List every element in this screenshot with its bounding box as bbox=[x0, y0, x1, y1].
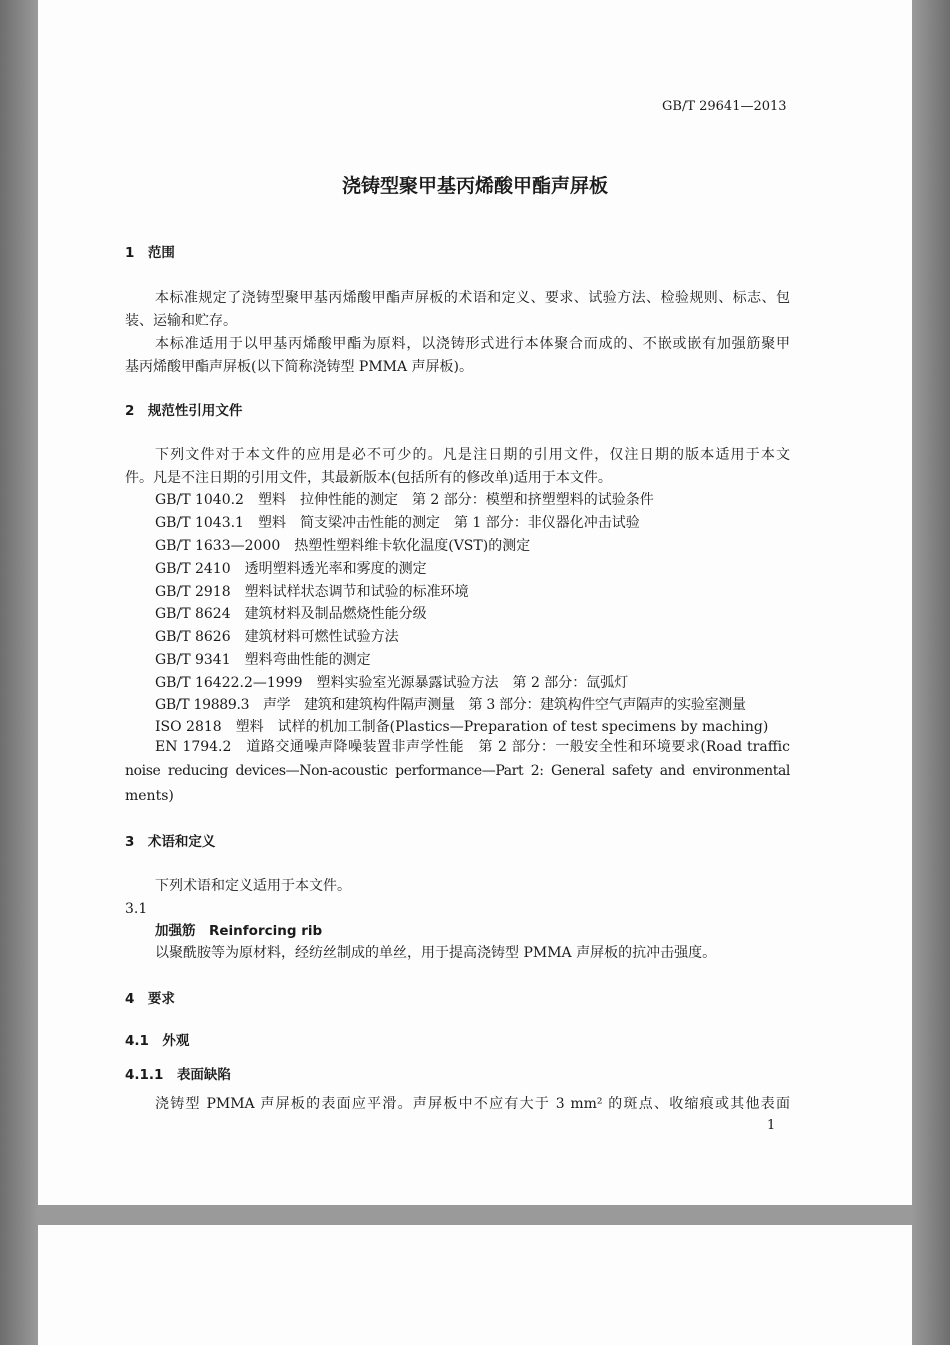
section-2-heading: 2 规范性引用文件 bbox=[125, 403, 243, 419]
standard-number: GB/T 29641—2013 bbox=[662, 99, 787, 114]
document-page bbox=[38, 0, 912, 1205]
page-number: 1 bbox=[767, 1118, 776, 1133]
reference-item: ments) bbox=[125, 788, 174, 804]
reference-item: GB/T 1043.1 塑料 简支梁冲击性能的测定 第 1 部分：非仪器化冲击试验 bbox=[155, 515, 640, 531]
reference-item: GB/T 1633—2000 热塑性塑料维卡软化温度(VST)的测定 bbox=[155, 538, 531, 554]
paragraph-line: 基丙烯酸甲酯声屏板(以下简称浇铸型 PMMA 声屏板)。 bbox=[125, 359, 474, 375]
paragraph-line: 装、运输和贮存。 bbox=[125, 313, 237, 329]
section-3-heading: 3 术语和定义 bbox=[125, 834, 216, 850]
term-number: 3.1 bbox=[125, 901, 148, 917]
term-heading: 加强筋 Reinforcing rib bbox=[155, 923, 323, 939]
paragraph-line: 本标准适用于以甲基丙烯酸甲酯为原料，以浇铸形式进行本体聚合而成的、不嵌或嵌有加强筋聚甲 bbox=[155, 336, 790, 352]
reference-item: GB/T 2410 透明塑料透光率和雾度的测定 bbox=[155, 561, 427, 577]
reference-item: GB/T 8624 建筑材料及制品燃烧性能分级 bbox=[155, 606, 427, 622]
reference-item: noise reducing devices—Non-acoustic performance—Part 2: General safety and environmental bbox=[125, 763, 790, 779]
section-1-heading: 1 范围 bbox=[125, 245, 175, 261]
reference-item: ISO 2818 塑料 试样的机加工制备(Plastics—Preparation of test specimens by maching) bbox=[155, 719, 769, 735]
paragraph-line: 本标准规定了浇铸型聚甲基丙烯酸甲酯声屏板的术语和定义、要求、试验方法、检验规则、标志、包 bbox=[155, 290, 790, 306]
reference-item: GB/T 19889.3 声学 建筑和建筑构件隔声测量 第 3 部分：建筑构件空气声隔声的实验室测量 bbox=[155, 697, 746, 713]
reference-item: GB/T 1040.2 塑料 拉伸性能的测定 第 2 部分：模塑和挤塑塑料的试验条件 bbox=[155, 492, 654, 508]
reference-item: GB/T 9341 塑料弯曲性能的测定 bbox=[155, 652, 371, 668]
page-title: 浇铸型聚甲基丙烯酸甲酯声屏板 bbox=[341, 175, 608, 197]
term-definition: 以聚酰胺等为原材料，经纺丝制成的单丝，用于提高浇铸型 PMMA 声屏板的抗冲击强度。 bbox=[155, 945, 717, 961]
reference-item: EN 1794.2 道路交通噪声降噪装置非声学性能 第 2 部分：一般安全性和环境要求(Road traffic bbox=[155, 739, 790, 755]
section-4-heading: 4 要求 bbox=[125, 991, 175, 1007]
section-4-1-1-heading: 4.1.1 表面缺陷 bbox=[125, 1067, 231, 1083]
reference-item: GB/T 8626 建筑材料可燃性试验方法 bbox=[155, 629, 399, 645]
paragraph-line: 下列术语和定义适用于本文件。 bbox=[155, 878, 351, 894]
paragraph-line: 件。凡是不注日期的引用文件，其最新版本(包括所有的修改单)适用于本文件。 bbox=[125, 470, 612, 486]
reference-item: GB/T 16422.2—1999 塑料实验室光源暴露试验方法 第 2 部分：氙弧灯 bbox=[155, 675, 629, 691]
next-page bbox=[38, 1225, 912, 1345]
section-4-1-heading: 4.1 外观 bbox=[125, 1033, 190, 1049]
reference-item: GB/T 2918 塑料试样状态调节和试验的标准环境 bbox=[155, 584, 469, 600]
paragraph-line: 下列文件对于本文件的应用是必不可少的。凡是注日期的引用文件，仅注日期的版本适用于本文 bbox=[155, 447, 790, 463]
paragraph-line: 浇铸型 PMMA 声屏板的表面应平滑。声屏板中不应有大于 3 mm² 的斑点、收缩痕或其他表面 bbox=[155, 1096, 790, 1112]
